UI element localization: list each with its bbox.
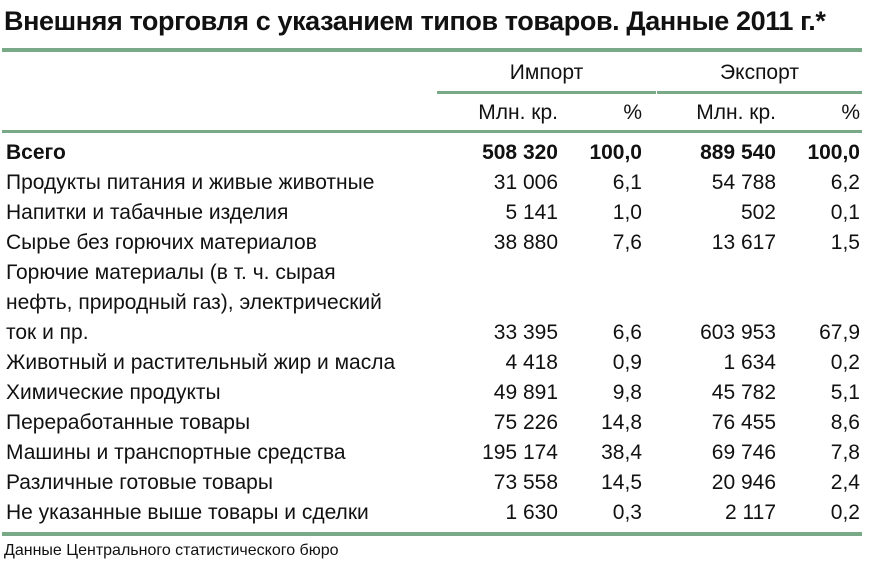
row-label-line: Не указанные выше товары и сделки xyxy=(6,501,369,524)
cell-exp-mln: 54 788 xyxy=(711,171,776,194)
table-row xyxy=(0,438,876,468)
row-label-line: Всего xyxy=(6,141,66,164)
cell-imp-mln: 31 006 xyxy=(493,171,558,194)
cell-exp-mln: 45 782 xyxy=(711,381,776,404)
cell-imp-pct: 100,0 xyxy=(589,141,642,164)
source-note: Данные Центрального статистического бюро xyxy=(4,542,339,559)
cell-exp-pct: 67,9 xyxy=(819,321,860,344)
row-label-line: Напитки и табачные изделия xyxy=(6,201,289,224)
cell-exp-pct: 1,5 xyxy=(830,231,860,254)
cell-exp-mln: 13 617 xyxy=(711,231,776,254)
table-row xyxy=(0,378,876,408)
table-row xyxy=(0,408,876,438)
row-label xyxy=(6,228,317,258)
cell-imp-pct: 6,1 xyxy=(612,171,642,194)
row-label xyxy=(6,168,374,198)
cell-exp-mln: 76 455 xyxy=(711,411,776,434)
row-label xyxy=(6,258,382,348)
row-label xyxy=(6,348,395,378)
row-label xyxy=(6,138,66,168)
row-label xyxy=(6,468,273,498)
row-label-line: Машины и транспортные средства xyxy=(6,441,346,464)
cell-imp-mln: 75 226 xyxy=(493,411,558,434)
row-label xyxy=(6,198,288,228)
cell-exp-mln: 603 953 xyxy=(700,321,776,344)
cell-imp-mln: 1 630 xyxy=(505,501,558,524)
cell-exp-mln: 502 xyxy=(740,201,776,224)
table-row xyxy=(0,348,876,378)
cell-imp-mln: 195 174 xyxy=(482,441,558,464)
cell-imp-pct: 14,8 xyxy=(601,411,642,434)
page-title: Внешняя торговля с указанием типов товаров. Данные 2011 г.* xyxy=(4,6,826,36)
row-label xyxy=(6,378,221,408)
column-group-import: Импорт xyxy=(509,61,584,84)
import-group-divider xyxy=(437,91,656,94)
cell-exp-pct: 6,2 xyxy=(830,171,860,194)
column-header-export-pct: % xyxy=(841,101,860,124)
column-group-export: Экспорт xyxy=(720,61,799,84)
cell-imp-pct: 6,6 xyxy=(612,321,642,344)
cell-exp-pct: 8,6 xyxy=(830,411,860,434)
table-row xyxy=(0,258,876,348)
column-header-import-mln: Млн. кр. xyxy=(478,101,558,124)
export-group-divider xyxy=(657,91,862,94)
row-label xyxy=(6,438,346,468)
cell-exp-pct: 7,8 xyxy=(830,441,860,464)
cell-imp-pct: 7,6 xyxy=(612,231,642,254)
cell-imp-pct: 0,3 xyxy=(612,501,642,524)
cell-imp-pct: 1,0 xyxy=(612,201,642,224)
row-label-line: Животный и растительный жир и масла xyxy=(6,351,396,374)
cell-exp-pct: 0,1 xyxy=(830,201,860,224)
row-label-line: ток и пр. xyxy=(6,321,89,344)
row-label-line: Различные готовые товары xyxy=(6,471,273,494)
row-label-line: нефть, природный газ), электрический xyxy=(6,291,382,314)
cell-exp-pct: 2,4 xyxy=(830,471,860,494)
header-divider xyxy=(2,130,862,133)
cell-imp-pct: 38,4 xyxy=(601,441,642,464)
row-label xyxy=(6,498,369,528)
row-label-line: Переработанные товары xyxy=(6,411,251,434)
table-row xyxy=(0,138,876,168)
table-row xyxy=(0,168,876,198)
row-label-line: Продукты питания и живые животные xyxy=(6,171,375,194)
table-row xyxy=(0,228,876,258)
cell-imp-mln: 33 395 xyxy=(493,321,558,344)
cell-imp-mln: 508 320 xyxy=(482,141,558,164)
column-header-import-pct: % xyxy=(623,101,642,124)
table-row xyxy=(0,498,876,528)
cell-imp-mln: 49 891 xyxy=(493,381,558,404)
cell-exp-pct: 5,1 xyxy=(830,381,860,404)
cell-imp-mln: 38 880 xyxy=(493,231,558,254)
table-row xyxy=(0,468,876,498)
cell-exp-pct: 100,0 xyxy=(807,141,860,164)
cell-imp-mln: 73 558 xyxy=(493,471,558,494)
cell-exp-mln: 1 634 xyxy=(723,351,776,374)
cell-imp-mln: 5 141 xyxy=(505,201,558,224)
row-label-line: Сырье без горючих материалов xyxy=(6,231,317,254)
row-label-line: Химические продукты xyxy=(6,381,221,404)
cell-exp-pct: 0,2 xyxy=(830,351,860,374)
table-row xyxy=(0,198,876,228)
table-body xyxy=(0,138,876,528)
row-label xyxy=(6,408,250,438)
cell-exp-mln: 20 946 xyxy=(711,471,776,494)
cell-imp-mln: 4 418 xyxy=(505,351,558,374)
cell-imp-pct: 14,5 xyxy=(601,471,642,494)
cell-exp-pct: 0,2 xyxy=(830,501,860,524)
cell-exp-mln: 889 540 xyxy=(700,141,776,164)
cell-exp-mln: 2 117 xyxy=(725,501,776,524)
cell-imp-pct: 9,8 xyxy=(612,381,642,404)
cell-exp-mln: 69 746 xyxy=(711,441,776,464)
column-header-export-mln: Млн. кр. xyxy=(696,101,776,124)
row-label-line: Горючие материалы (в т. ч. сырая xyxy=(6,261,336,284)
cell-imp-pct: 0,9 xyxy=(612,351,642,374)
bottom-divider xyxy=(2,532,862,536)
top-divider xyxy=(2,48,862,52)
